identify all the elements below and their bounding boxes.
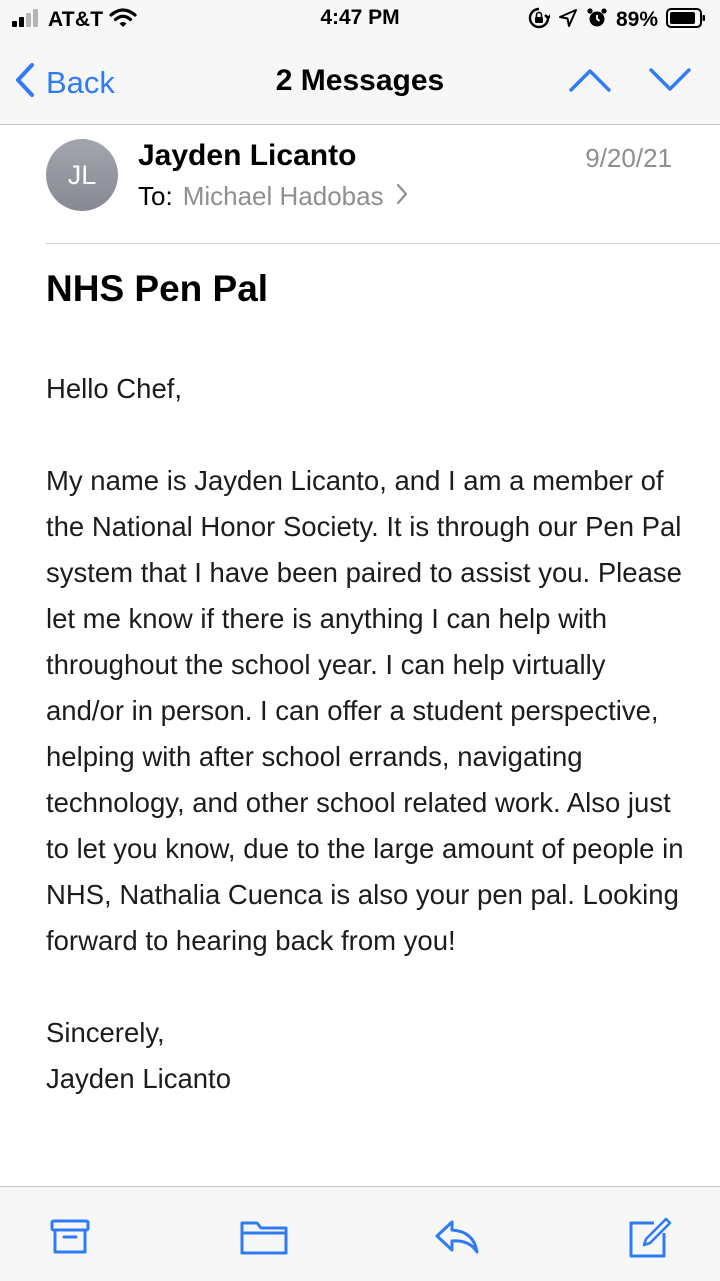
previous-message-button[interactable] — [568, 66, 612, 99]
to-label: To: — [138, 181, 173, 211]
compose-button[interactable] — [628, 1217, 672, 1264]
message-subject: NHS Pen Pal — [46, 268, 269, 309]
chevron-right-icon[interactable] — [396, 181, 408, 212]
message-body — [46, 366, 686, 1102]
alarm-icon — [586, 7, 608, 34]
sender-name[interactable]: Jayden Licanto — [138, 139, 357, 172]
move-to-folder-button[interactable] — [240, 1217, 288, 1262]
greeting: Hello Chef, — [46, 373, 183, 404]
compose-icon — [628, 1246, 672, 1263]
avatar[interactable]: JL — [46, 139, 118, 211]
status-bar — [0, 0, 720, 40]
location-icon — [558, 8, 578, 33]
recipient-name[interactable]: Michael Hadobas — [182, 181, 384, 211]
body-paragraph: My name is Jayden Licanto, and I am a member of the National Honor Society. It is through our Pen Pal system that I have been paired to assist you. Please let me know if there is anything I can help with throughout the school year. I can help virtually and/or in person. I can offer a student perspective, helping with after school errands, navigating technology, and other school related work. Also just to let you know, due to the large amount of people in NHS, Nathalia Cuenca is also your pen pal. Looking forward to hearing back from you! — [46, 465, 684, 956]
screen-lock-icon — [528, 7, 550, 34]
archive-icon — [50, 1244, 90, 1261]
signature: Jayden Licanto — [46, 1063, 231, 1094]
message-header — [0, 125, 720, 245]
navigation-bar — [0, 40, 720, 125]
carrier-name: AT&T — [48, 8, 104, 31]
archive-button[interactable] — [50, 1217, 90, 1262]
message-date: 9/20/21 — [585, 143, 672, 173]
back-label: Back — [46, 64, 115, 100]
bottom-toolbar — [0, 1186, 720, 1281]
chevron-up-icon — [568, 81, 612, 98]
closing: Sincerely, — [46, 1017, 165, 1048]
battery-percent: 89% — [615, 8, 658, 31]
reply-icon — [434, 1244, 480, 1261]
next-message-button[interactable] — [648, 66, 692, 99]
status-time: 4:47 PM — [320, 6, 400, 29]
recipient-line[interactable] — [138, 181, 408, 212]
reply-button[interactable] — [434, 1217, 480, 1262]
chevron-down-icon — [648, 81, 692, 98]
battery-icon — [666, 8, 706, 33]
folder-icon — [240, 1244, 288, 1261]
page-title: 2 Messages — [275, 64, 445, 97]
header-divider — [46, 243, 720, 244]
